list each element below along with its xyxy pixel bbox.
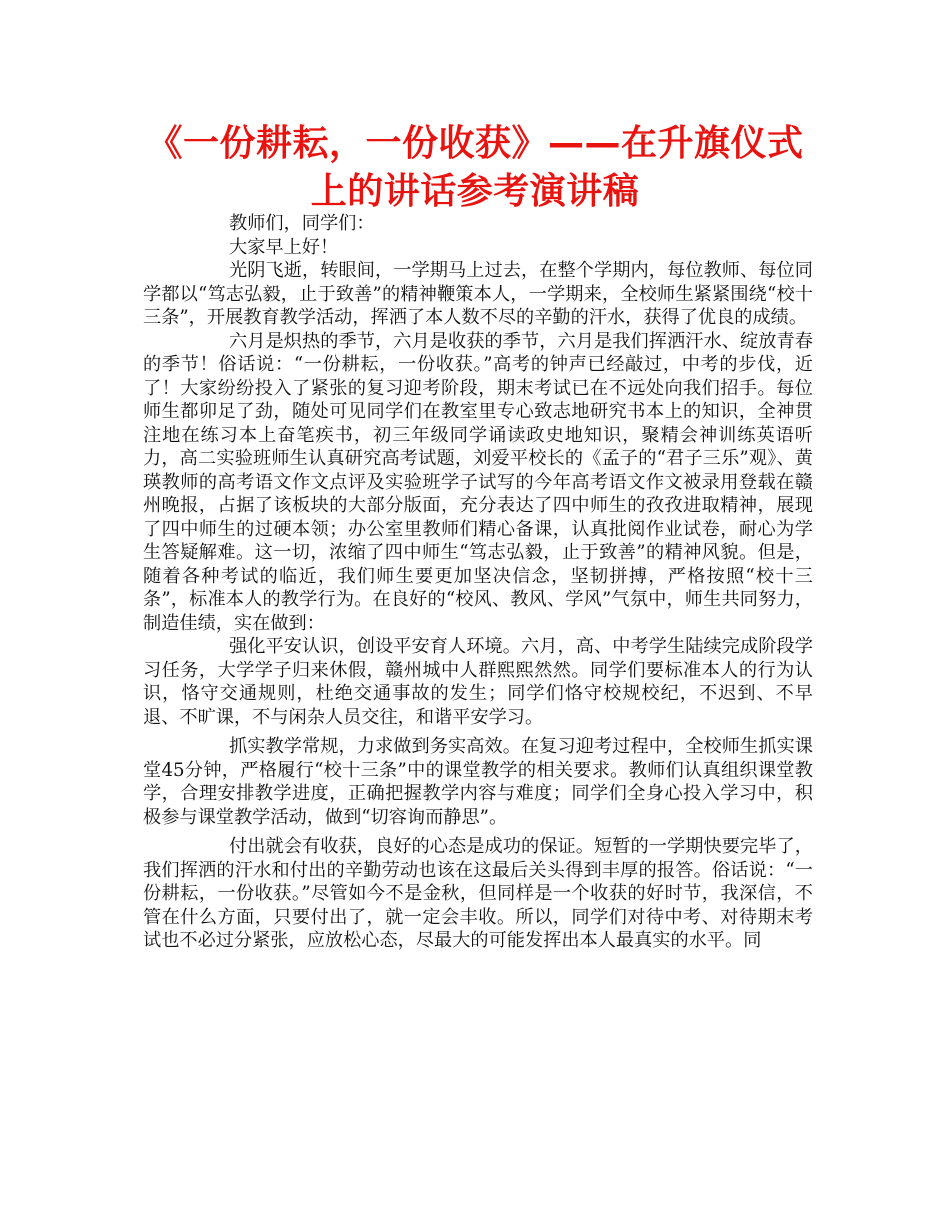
document-body (143, 212, 813, 953)
body-paragraph: 光阴飞逝，转眼间，一学期马上过去，在整个学期内，每位教师、每位同学都以“笃志弘毅，止于致善”的精神鞭策本人，一学期来，全校师生紧紧围绕“校十三条”，开展教育教学活动，挥洒了本人数不尽的辛勤的汗水，获得了优良的成绩。 (143, 260, 813, 328)
body-paragraph: 付出就会有收获，良好的心态是成功的保证。短暂的一学期快要完毕了，我们挥洒的汗水和付出的辛勤劳动也该在这最后关头得到丰厚的报答。俗话说：“一份耕耘，一份收获。”尽管如今不是金秋，但同样是一个收获的好时节，我深信，不管在什么方面，只要付出了，就一定会丰收。所以，同学们对待中考、对待期末考试也不必过分紧张，应放松心态，尽最大的可能发挥出本人最真实的水平。同 (143, 836, 813, 951)
greeting-line: 教师们，同学们： (229, 213, 375, 234)
body-paragraph: 六月是炽热的季节，六月是收获的季节，六月是我们挥洒汗水、绽放青春的季节！俗话说：“一份耕耘，一份收获。”高考的钟声已经敲过，中考的步伐，近了！大家纷纷投入了紧张的复习迎考阶段，期末考试已在不远处向我们招手。每位师生都卯足了劲，随处可见同学们在教室里专心致志地研究书本上的知识，全神贯注地在练习本上奋笔疾书，初三年级同学诵读政史地知识，聚精会神训练英语听力，高二实验班师生认真研究高考试题，刘爱平校长的《孟子的“君子三乐”观》、黄瑛教师的高考语文作文点评及实验班学子试写的今年高考语文作文被录用登载在赣州晚报，占据了该板块的大部分版面，充分表达了四中师生的孜孜进取精神，展现了四中师生的过硬本领；办公室里教师们精心备课，认真批阅作业试卷，耐心为学生答疑解难。这一切，浓缩了四中师生“笃志弘毅，止于致善”的精神风貌。但是，随着各种考试的临近，我们师生要更加坚决信念，坚韧拼搏，严格按照“校十三条”，标准本人的教学行为。在良好的“校风、教风、学风”气氛中，师生共同努力，制造佳绩，实在做到： (143, 330, 813, 634)
document-title: 《一份耕耘，一份收获》——在升旗仪式上的讲话参考演讲稿 (146, 123, 804, 212)
greeting-line: 大家早上好！ (229, 236, 339, 258)
body-paragraph: 抓实教学常规，力求做到务实高效。在复习迎考过程中，全校师生抓实课堂45分钟，严格履行“校十三条”中的课堂教学的相关要求。教师们认真组织课堂教学，合理安排教学进度，正确把握教学内容与难度；同学们全身心投入学习中，积极参与课堂教学活动，做到“切容询而静思”。 (143, 736, 813, 828)
body-paragraph: 强化平安认识，创设平安育人环境。六月，高、中考学生陆续完成阶段学习任务，大学学子归来休假，赣州城中人群熙熙然然。同学们要标准本人的行为认识，恪守交通规则，杜绝交通事故的发生；同学们恪守校规校纪，不迟到、不早退、不旷课，不与闲杂人员交往，和谐平安学习。 (143, 636, 813, 728)
